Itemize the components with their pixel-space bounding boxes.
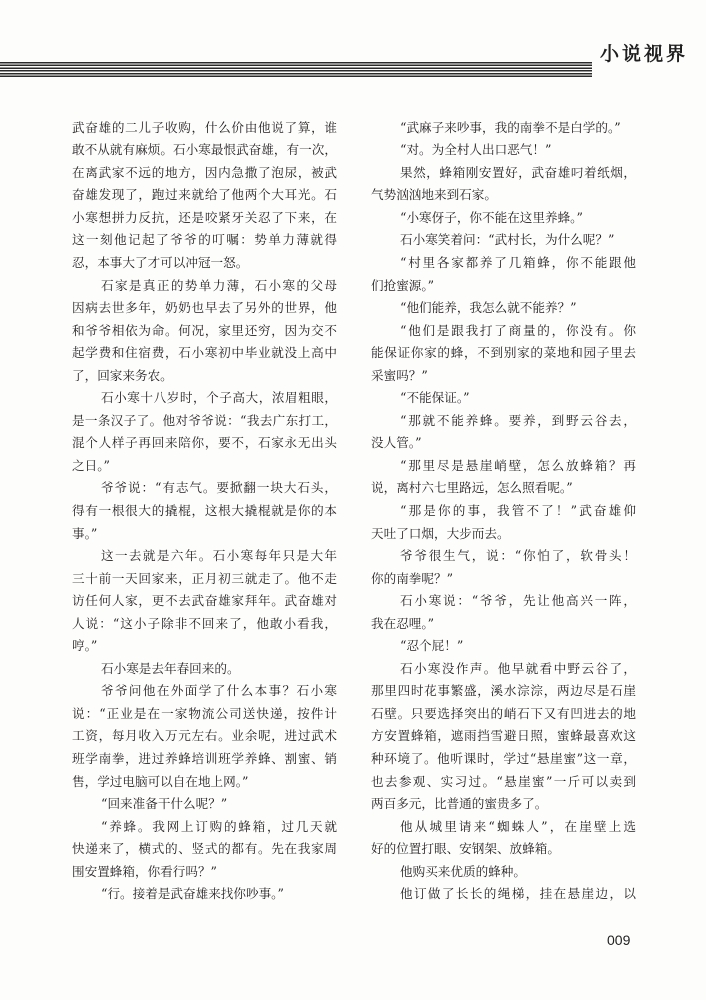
text-line: 石壁。只要选择突出的峭石下又有凹进去的地 [371, 705, 636, 721]
text-line: 我在忍哩。” [371, 615, 435, 631]
text-line: “回来准备干什么呢？” [101, 796, 228, 812]
text-line: 爷爷很生气，说：“你怕了，软骨头！ [400, 548, 636, 564]
paragraph [371, 861, 636, 884]
paragraph [72, 275, 337, 388]
text-line: 你的南拳呢？” [371, 570, 454, 586]
text-line: 说，离村六七里路远，怎么照看呢。” [371, 480, 573, 496]
text-line: 得有一根很大的撬棍，这根大撬棍就是你的本 [72, 502, 337, 518]
text-line: 小寒想拼力反抗，还是咬紧牙关忍了下来，在 [72, 209, 337, 225]
paragraph [72, 883, 337, 906]
paragraph [371, 883, 636, 906]
paragraph [72, 793, 337, 816]
text-line: 售，学过电脑可以自在地上网。” [72, 773, 249, 789]
text-line: “他们能养，我怎么就不能养？” [400, 300, 577, 316]
paragraph [72, 545, 337, 658]
text-line: 石小寒没作声。他早就看中野云谷了， [400, 660, 636, 676]
text-line: 石小寒是去年春回来的。 [101, 660, 240, 676]
paragraph [371, 545, 636, 590]
text-line: 他订做了长长的绳梯，挂在悬崖边，以 [400, 886, 636, 902]
paragraph [371, 658, 636, 816]
text-line: 了，回家来务农。 [72, 367, 173, 383]
text-line: 快递来了，横式的、竖式的都有。先在我家周 [72, 841, 337, 857]
paragraph [371, 162, 636, 207]
text-line: 果然，蜂箱刚安置好，武奋雄叼着纸烟， [400, 164, 636, 180]
paragraph [371, 139, 636, 162]
text-line: “养蜂。我网上订购的蜂箱，过几天就 [101, 818, 337, 834]
text-line: 方安置蜂箱，遮雨挡雪避日照，蜜蜂最喜欢这 [371, 728, 636, 744]
text-line: 那里四时花事繁盛，溪水淙淙，两边尽是石崖 [371, 683, 636, 699]
text-line: 起学费和住宿费，石小寒初中毕业就没上高中 [72, 345, 337, 361]
text-line: 石小寒说：“爷爷，先让他高兴一阵， [400, 593, 636, 609]
text-line: “小寒伢子，你不能在这里养蜂。” [400, 209, 583, 225]
text-line: “忍个屁！” [400, 638, 464, 654]
right-column [371, 117, 636, 906]
text-line: 两百多元，比普通的蜜贵多了。 [371, 796, 548, 812]
text-line: 之日。” [72, 457, 110, 473]
text-line: 能保证你家的蜂，不到别家的菜地和园子里去 [371, 345, 636, 361]
text-line: 采蜜吗？” [371, 367, 428, 383]
text-line: 工资，每月收入万元左右。业余呢，进过武术 [72, 728, 337, 744]
text-line: 忍，本事大了才可以冲冠一怒。 [72, 254, 249, 270]
paragraph [371, 500, 636, 545]
text-line: “那是你的事，我管不了！”武奋雄仰 [400, 502, 636, 518]
paragraph [371, 455, 636, 500]
text-line: 爷爷问他在外面学了什么本事？石小寒 [101, 683, 337, 699]
text-line: 没人管。” [371, 435, 422, 451]
paragraph [371, 252, 636, 297]
text-line: 天吐了口烟，大步而去。 [371, 525, 510, 541]
paragraph [371, 207, 636, 230]
text-line: 访任何人家，更不去武奋雄家拜年。武奋雄对 [72, 593, 337, 609]
text-line: 这一去就是六年。石小寒每年只是大年 [101, 548, 337, 564]
paragraph [371, 229, 636, 252]
text-line: 说：“正业是在一家物流公司送快递，按件计 [72, 705, 337, 721]
text-line: 班学南拳，进过养蜂培训班学养蜂、割蜜、销 [72, 751, 337, 766]
text-line: 在离武家不远的地方，因内急撒了泡尿，被武 [72, 164, 337, 180]
text-line: 气势汹汹地来到石家。 [371, 187, 497, 203]
text-line: “行。接着是武奋雄来找你吵事。” [101, 886, 284, 902]
paragraph [371, 410, 636, 455]
text-line: 石小寒笑着问：“武村长，为什么呢？” [400, 232, 615, 248]
paragraph [72, 387, 337, 477]
paragraph [371, 297, 636, 320]
text-line: 种环境了。他听课时，学过“悬崖蜜”这一章， [371, 751, 636, 766]
text-line: 混个人样子再回来陪你，要不，石家永无出头 [72, 435, 337, 451]
text-line: 敢不从就有麻烦。石小寒最恨武奋雄，有一次， [72, 142, 337, 158]
text-line: 因病去世多年，奶奶也早去了另外的世界，他 [72, 300, 337, 316]
text-line: 好的位置打眼、安钢架、放蜂箱。 [371, 841, 560, 857]
paragraph [371, 387, 636, 410]
text-line: 武奋雄的二儿子收购，什么价由他说了算，谁 [72, 119, 337, 135]
text-line: 和爷爷相依为命。何况，家里还穷，因为交不 [72, 322, 337, 338]
paragraph [371, 816, 636, 861]
paragraph [72, 658, 337, 681]
text-line: 哼。” [72, 638, 98, 654]
text-line: 是一条汉子了。他对爷爷说：“我去广东打工， [72, 412, 337, 428]
page-number: 009 [607, 932, 631, 948]
text-line: 们抢蜜源。” [371, 277, 435, 293]
text-line: 人说：“这小子除非不回来了，他敢小看我， [72, 615, 337, 631]
paragraph [72, 477, 337, 545]
text-line: “他们是跟我打了商量的，你没有。你 [400, 322, 636, 338]
text-line: “对。为全村人出口恶气！” [400, 142, 552, 158]
left-column [72, 117, 337, 906]
text-line: 石家是真正的势单力薄，石小寒的父母 [101, 277, 337, 293]
paragraph [72, 816, 337, 884]
paragraph [371, 590, 636, 635]
paragraph [371, 117, 636, 140]
text-line: 这一刻他记起了爷爷的叮嘱：势单力薄就得 [72, 232, 337, 248]
paragraph [72, 680, 337, 793]
text-line: 他购买来优质的蜂种。 [400, 863, 526, 879]
section-title: 小说视界 [600, 43, 689, 65]
text-line: 三十前一天回家来，正月初三就走了。他不走 [72, 570, 337, 586]
text-line: “不能保证。” [400, 390, 470, 406]
text-line: 事。” [72, 525, 98, 541]
text-line: 奋雄发现了，跑过来就给了他两个大耳光。石 [72, 187, 337, 203]
text-line: 也去参观、实习过。“悬崖蜜”一斤可以卖到 [371, 773, 636, 789]
paragraph [371, 320, 636, 388]
text-line: 他从城里请来“蜘蛛人”，在崖壁上选 [400, 818, 636, 834]
text-line: 围安置蜂箱，你看行吗？” [72, 863, 217, 879]
paragraph [72, 117, 337, 275]
paragraph [371, 635, 636, 658]
header-rule [0, 62, 592, 77]
text-line: “武麻子来吵事，我的南拳不是白学的。” [400, 119, 621, 135]
text-line: “村里各家都养了几箱蜂，你不能跟他 [400, 254, 636, 270]
text-line: “那里尽是悬崖峭壁，怎么放蜂箱？再 [400, 457, 636, 473]
text-line: 爷爷说：“有志气。要掀翻一块大石头， [101, 480, 337, 496]
text-line: 石小寒十八岁时，个子高大，浓眉粗眼， [101, 390, 337, 406]
text-line: “那就不能养蜂。要养，到野云谷去， [400, 412, 636, 428]
